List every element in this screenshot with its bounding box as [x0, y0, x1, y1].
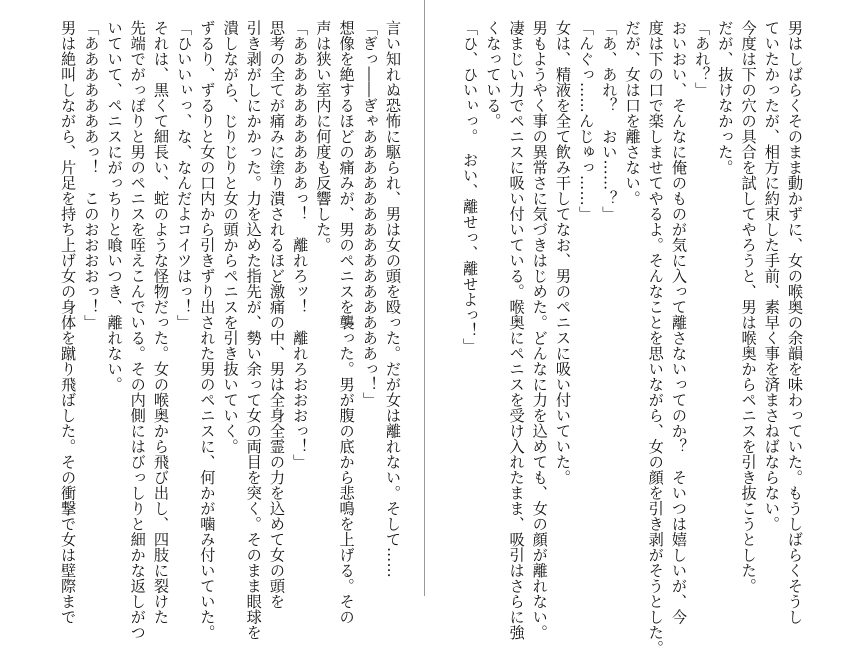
left-page	[44, 20, 404, 640]
text-line: いていて、ペニスにがっちりと喰いつき、離れない。	[105, 20, 124, 392]
text-line: だが、抜けなかった。	[716, 20, 735, 175]
text-line: くなっている。	[484, 20, 503, 129]
text-line: 度は下の口で楽しませてやるよ。そんなことを思いながら、女の顔を引き剥がそうとした。	[646, 20, 665, 656]
text-line: 「ひ、ひいぃっ。 おい、離せっ、離せよっ！」	[461, 20, 480, 354]
text-line: 声は狭い室内に何度も反響した。	[314, 20, 333, 253]
text-line: 先端でがっぽりと男のペニスを咥えこんでいる。その内側にはびっしりと細かな返しがつ	[128, 20, 147, 640]
text-line: 「あああああああっ！ このおおおおっ！」	[82, 20, 101, 330]
text-line: 言い知れぬ恐怖に駆られ、男は女の頭を殴った。だが女は離れない。そして……	[384, 20, 402, 578]
text-line: 今度は下の穴の具合を試してやろうと、男は喉奥からペニスを引き抜こうとした。	[739, 20, 758, 594]
text-line: おいおい、そんなに俺のものが気に入って離さないってのか？ そいつは嬉しいが、今	[669, 20, 688, 625]
text-line: 「ひいいぃっ、な、なんだよコイツはっ！」	[175, 20, 194, 330]
text-line: 「ぎっ――ぎゃあああああああああああああああっ！」	[360, 20, 379, 408]
text-line: 思考の全てが痛みに塗り潰されるほど激痛の中、男は全身全霊の力を込めて女の頭を	[267, 20, 286, 609]
text-line: 男はしばらくそのまま動かずに、女の喉奥の余韻を味わっていた。もうしばらくそうし	[786, 20, 804, 625]
text-line: 「あれ？」	[693, 20, 712, 98]
text-line: 女は、精液を全て飲み干してなお、男のペニスに吸い付いていた。	[553, 20, 572, 485]
page-divider	[424, 0, 425, 596]
text-line: 凄まじい力でペニスに吸い付いている。喉奥にペニスを受け入れたまま、吸引はさらに強	[507, 20, 526, 640]
text-line: 男もようやく事の異常さに気づきはじめた。どんなに力を込めても、女の顔が離れない。	[530, 20, 549, 640]
text-line: ていたかったが、相方に約束した手前、素早く事を済まさねばならない。	[762, 20, 781, 532]
text-line: それは、黒くて細長い、蛇のような怪物だった。女の喉奥から飛び出し、四肢に裂けた	[151, 20, 170, 625]
text-line: ずるり、ずるりと女の口内から引きずり出された男のペニスに、何かが噛み付いていた。	[198, 20, 217, 640]
right-page	[446, 20, 806, 656]
text-line: だが、女は口を離さない。	[623, 20, 642, 206]
text-line: 「ああああああああああっ！ 離れろッ！ 離れろおおおっ！」	[291, 20, 310, 470]
text-line: 「んぐっ……んじゅっ……」	[577, 20, 596, 222]
text-line: 男は絶叫しながら、片足を持ち上げ女の身体を蹴り飛ばした。その衝撃で女は壁際まで	[59, 20, 78, 625]
text-line: 想像を絶するほどの痛みが、男のペニスを襲った。男が腹の底から悲鳴を上げる。その	[337, 20, 356, 625]
text-line: 「あ、あれ？ おい……？」	[600, 20, 619, 222]
text-line: 引き剥がしにかかった。力を込めた指先が、勢い余って女の両目を突く。そのまま眼球を	[244, 20, 263, 640]
text-line: 潰しながら、じりじりと女の頭からペニスを引き抜いていく。	[221, 20, 240, 454]
